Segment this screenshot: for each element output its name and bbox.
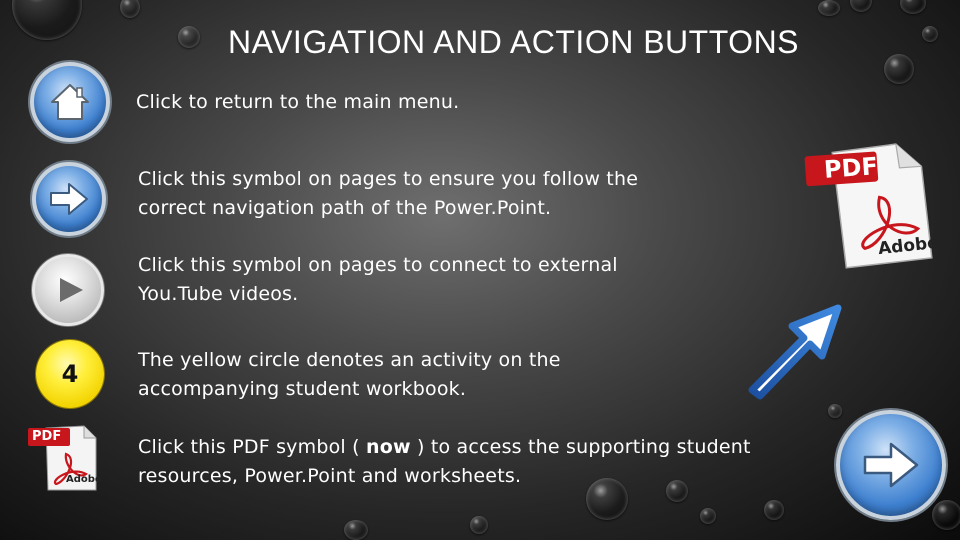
bubble-decoration: [884, 54, 914, 84]
navigation-description: [138, 165, 778, 223]
pointer-arrow-icon: [740, 298, 850, 408]
arrow-right-large-icon: [862, 441, 920, 489]
pdf-icon[interactable]: [26, 422, 100, 492]
bubble-decoration: [764, 500, 784, 520]
bubble-decoration: [700, 508, 716, 524]
pdf-description-before: Click this PDF symbol (: [138, 436, 366, 458]
video-description-line2: You.Tube videos.: [138, 283, 299, 305]
next-slide-button[interactable]: [836, 410, 946, 520]
bubble-decoration: [818, 0, 840, 16]
play-icon: [57, 276, 85, 304]
bubble-decoration: [900, 0, 926, 14]
next-page-button[interactable]: [32, 162, 106, 236]
navigation-description-line1: Click this symbol on pages to ensure you follow the: [138, 168, 639, 190]
home-icon: [49, 82, 91, 122]
pdf-description: [138, 433, 778, 491]
pdf-document-large[interactable]: [800, 140, 940, 270]
bubble-decoration: [470, 516, 488, 534]
bubble-decoration: [932, 500, 960, 530]
arrow-right-icon: [49, 182, 89, 216]
bubble-decoration: [120, 0, 140, 18]
home-button[interactable]: [30, 62, 110, 142]
pdf-now-link[interactable]: now: [366, 436, 411, 458]
activity-description: [138, 346, 778, 404]
navigation-description-line2: correct navigation path of the Power.Point.: [138, 197, 552, 219]
adobe-large-label: Adobe: [877, 232, 940, 260]
home-description: Click to return to the main menu.: [136, 91, 460, 113]
pdf-large-label: PDF: [823, 152, 879, 184]
bubble-decoration: [178, 26, 200, 48]
pdf-description-line2: resources, Power.Point and worksheets.: [138, 465, 522, 487]
video-description: [138, 251, 778, 309]
bubble-decoration: [344, 520, 368, 540]
adobe-label: Adobe: [66, 474, 102, 485]
play-video-button[interactable]: [32, 254, 104, 326]
bubble-decoration: [850, 0, 872, 12]
video-description-line1: Click this symbol on pages to connect to external: [138, 254, 618, 276]
bubble-decoration: [12, 0, 82, 40]
page-title: NAVIGATION AND ACTION BUTTONS: [228, 24, 800, 60]
activity-description-line1: The yellow circle denotes an activity on the: [138, 349, 561, 371]
activity-circle: [36, 340, 104, 408]
pdf-description-after: ) to access the supporting student: [410, 436, 751, 458]
bubble-decoration: [922, 26, 938, 42]
activity-description-line2: accompanying student workbook.: [138, 378, 467, 400]
pdf-label: PDF: [32, 429, 62, 444]
pdf-description-line1: [138, 433, 778, 462]
activity-number: 4: [61, 360, 79, 388]
